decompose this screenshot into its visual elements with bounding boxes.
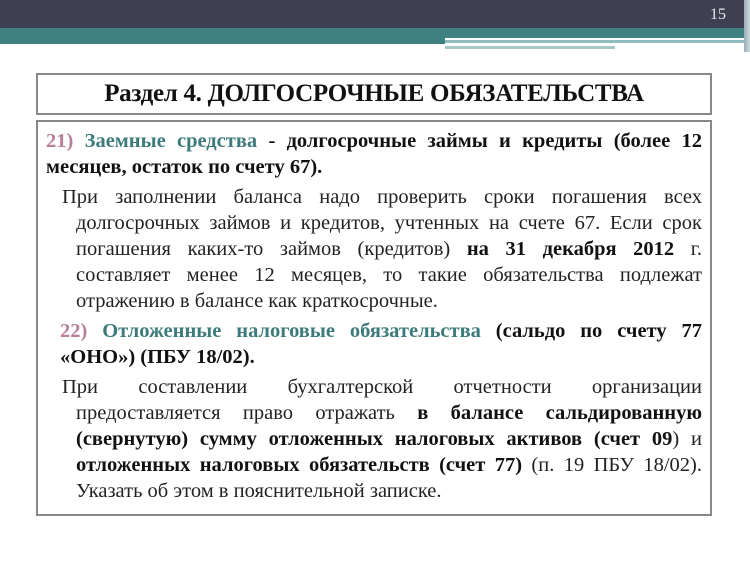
section-22-body [46, 374, 702, 504]
decorative-stripe [445, 28, 750, 38]
body-text: При заполнении баланса надо проверить сроки погашения всех долгосрочных займов и кредитов, учтенных на счете 67. Если срок погашения каких-то займов (кредитов) [62, 186, 702, 260]
slide-title: Раздел 4. ДОЛГОСРОЧНЫЕ ОБЯЗАТЕЛЬСТВА [104, 80, 644, 107]
content-box [36, 120, 712, 516]
section-definition: - долгосрочные займы и кредиты (более 12 месяцев, остаток по счету 67). [46, 130, 702, 178]
body-bold-text: в балансе сальдированную (свернутую) сумму отложенных налоговых активов (счет 09 [76, 402, 702, 450]
section-number: 22) [60, 320, 88, 342]
slide-header-bar [0, 0, 750, 28]
section-term: Заемные средства [84, 130, 258, 152]
body-text: г. составляет менее 12 месяцев, то такие обязательства подлежат отражению в балансе как краткосрочные. [76, 238, 702, 312]
title-box [36, 73, 712, 115]
section-number: 21) [46, 130, 74, 152]
decorative-stripe [445, 40, 745, 43]
body-bold-text: отложенных налоговых обязательств (счет 77) [76, 454, 523, 476]
section-22-heading [46, 318, 702, 370]
page-number: 15 [710, 6, 726, 23]
section-21-body [46, 184, 702, 314]
body-text: При составлении бухгалтерской отчетности организации предоставляется право отражать [62, 376, 702, 424]
body-bold-text: на 31 декабря 2012 [466, 238, 675, 260]
section-term: Отложенные налоговые обязательства [102, 320, 481, 342]
section-21-heading [46, 128, 702, 180]
decorative-edge [744, 0, 750, 52]
body-text: (п. 19 ПБУ 18/02). Указать об этом в пояснительной записке. [76, 454, 702, 502]
body-text: ) и [672, 428, 702, 450]
decorative-stripe [445, 46, 615, 49]
decorative-stripe [0, 28, 445, 44]
section-definition: (сальдо по счету 77 «ОНО») (ПБУ 18/02). [60, 320, 702, 368]
